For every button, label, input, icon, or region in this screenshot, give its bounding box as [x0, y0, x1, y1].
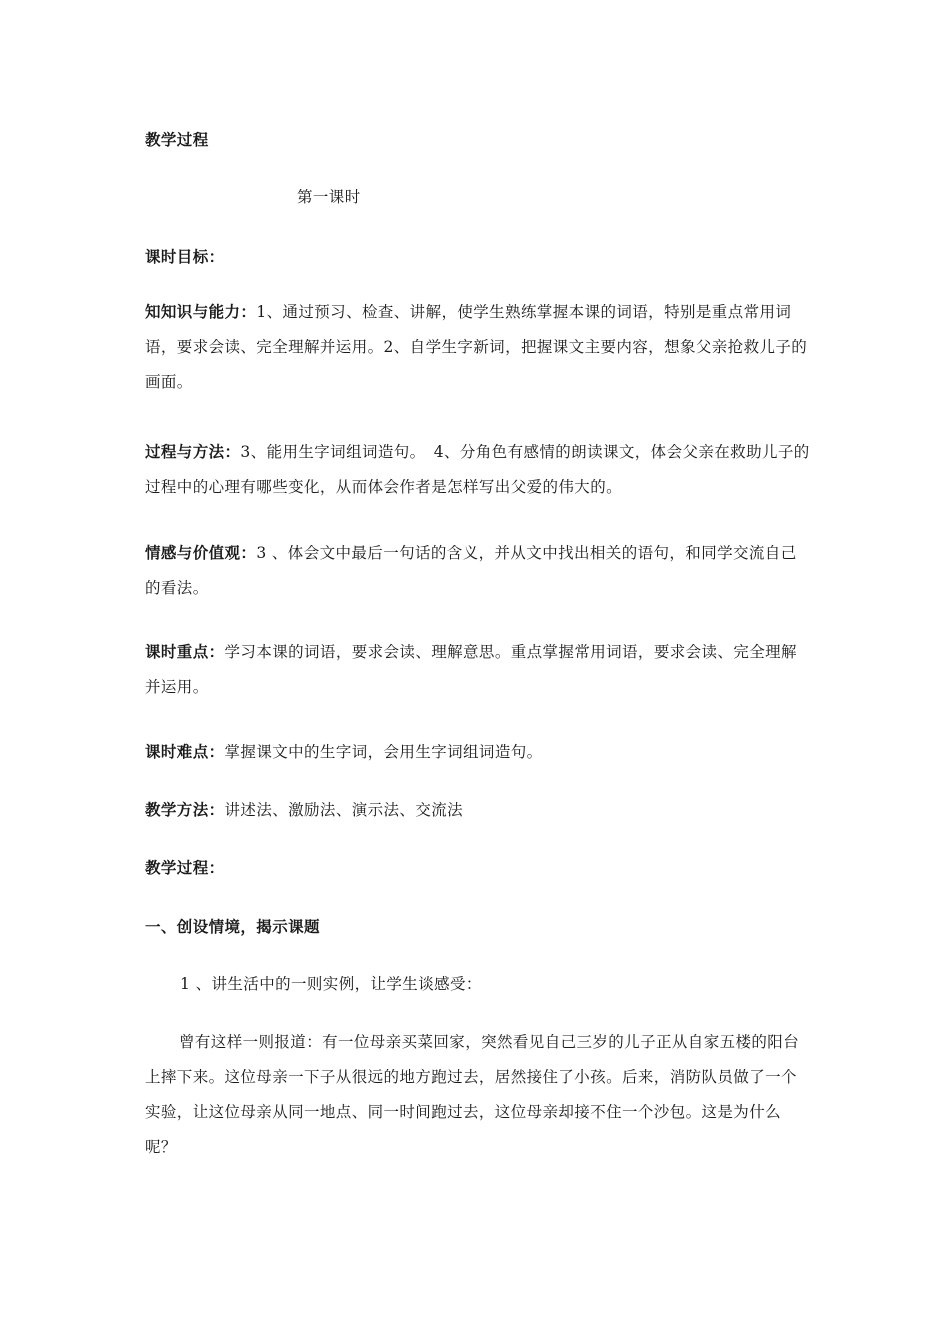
story-paragraph: 曾有这样一则报道：有一位母亲买菜回家，突然看见自己三岁的儿子正从自家五楼的阳台上摔下来。这位母亲一下子从很远的地方跑过去，居然接住了小孩。后来，消防队员做了一个实验，让这位母亲从同一地点、同一时间跑过去，这位母亲却接不住一个沙包。这是为什么呢？: [145, 1033, 800, 1156]
methods-text: 讲述法、激励法、演示法、交流法: [224, 801, 464, 819]
difficulty-label: 课时难点：: [145, 742, 225, 761]
knowledge-paragraph: [145, 294, 810, 400]
knowledge-text: 1、通过预习、检查、讲解，使学生熟练掌握本课的词语，特别是重点常用词语，要求会读、完全理解并运用。2、自学生字新词，把握课文主要内容，想象父亲抢救儿子的画面。: [145, 303, 808, 391]
step-one: 1 、讲生活中的一则实例，让学生谈感受：: [180, 975, 482, 993]
process-method-text: 3、能用生字词组词造句。 4、分角色有感情的朗读课文，体会父亲在救助儿子的过程中的心理有哪些变化，从而体会作者是怎样写出父爱的伟大的。: [145, 443, 810, 496]
key-point-paragraph: [145, 634, 810, 705]
methods-paragraph: [145, 792, 810, 828]
key-point-text: 学习本课的词语，要求会读、理解意思。重点掌握常用词语，要求会读、完全理解并运用。: [145, 643, 797, 696]
difficulty-text: 掌握课文中的生字词，会用生字词组词造句。: [224, 743, 543, 761]
lesson-period: 第一课时: [297, 188, 361, 206]
key-point-label: 课时重点：: [145, 642, 225, 661]
knowledge-label: 知知识与能力：: [145, 302, 257, 321]
process-title: 教学过程：: [145, 858, 225, 877]
emotion-text: 3 、体会文中最后一句话的含义，并从文中找出相关的语句，和同学交流自己的看法。: [145, 544, 797, 597]
emotion-label: 情感与价值观：: [145, 543, 257, 562]
emotion-paragraph: [145, 535, 810, 606]
process-method-paragraph: [145, 434, 810, 505]
difficulty-paragraph: [145, 734, 810, 770]
objectives-title: 课时目标：: [145, 247, 225, 266]
section-one-heading: 一、创设情境，揭示课题: [145, 917, 320, 936]
main-heading: 教学过程: [145, 130, 209, 149]
process-method-label: 过程与方法：: [145, 442, 241, 461]
methods-label: 教学方法：: [145, 800, 225, 819]
